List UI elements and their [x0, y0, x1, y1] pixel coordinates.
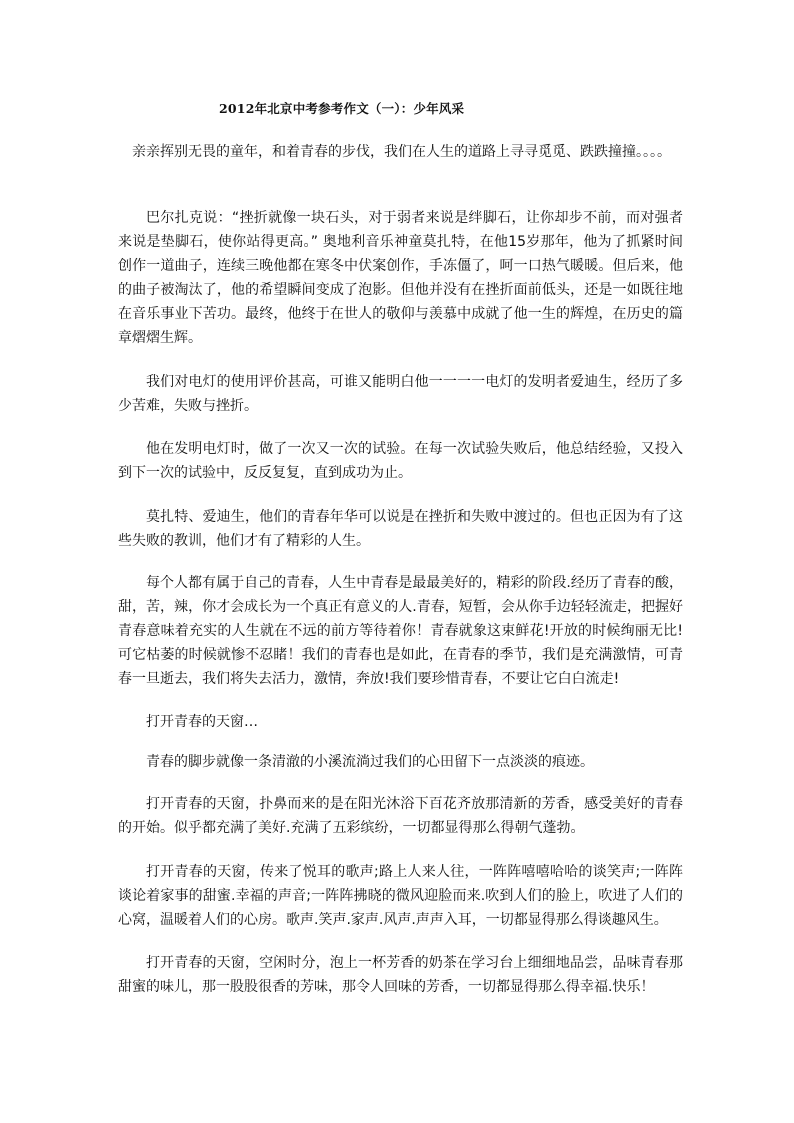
paragraph-youth: 每个人都有属于自己的青春，人生中青春是最最美好的，精彩的阶段.经历了青春的酸，甜，苦，辣，你才会成长为一个真正有意义的人.青春，短暂，会从你手边轻轻流走，把握好青春意味着充实的人生就在不远的前方等待着你！青春就象这束鲜花!开放的时候绚丽无比!可它枯萎的时候就惨不忍睹！我们的青春也是如此，在青春的季节，我们是充满激情，可青春一旦逝去，我们将失去活力，激情，奔放!我们要珍惜青春，不要让它白白流走!	[118, 575, 683, 687]
paragraph-edison: 他在发明电灯时，做了一次又一次的试验。在每一次试验失败后，他总结经验，又投入到下一次的试验中，反反复复，直到成功为止。	[118, 441, 683, 481]
paragraph-fragrance: 打开青春的天窗，扑鼻而来的是在阳光沐浴下百花齐放那清新的芳香，感受美好的青春的开始。似乎都充满了美好.充满了五彩缤纷，一切都显得那么得朝气蓬勃。	[118, 796, 683, 836]
paragraph-mozart-edison: 莫扎特、爱迪生，他们的青春年华可以说是在挫折和失败中渡过的。但也正因为有了这些失败的教训，他们才有了精彩的人生。	[118, 509, 683, 549]
paragraph-voices: 打开青春的天窗，传来了悦耳的歌声;路上人来人往，一阵阵嘻嘻哈哈的谈笑声;一阵阵谈论着家事的甜蜜.幸福的声音;一阵阵拂晓的微风迎脸而来.吹到人们的脸上，吹进了人们的心窝，温暖着人们的心房。歌声.笑声.家声.风声.声声入耳，一切都显得那么得谈趣风生。	[118, 864, 683, 928]
paragraph-balzac: 巴尔扎克说：“挫折就像一块石头，对于弱者来说是绊脚石，让你却步不前，而对强者来说是垫脚石，使你站得更高。” 奥地利音乐神童莫扎特，在他15岁那年，他为了抓紧时间创作一道曲子，连续三晚他都在寒冬中伏案创作，手冻僵了，呵一口热气暖暖。但后来，他的曲子被淘汰了，他的希望瞬间变成了泡影。但他并没有在挫折面前低头，还是一如既往地在音乐事业下苦功。最终，他终于在世人的敬仰与羡慕中成就了他一生的辉煌，在历史的篇章熠熠生辉。	[118, 210, 683, 346]
paragraph-intro: 亲亲挥别无畏的童年，和着青春的步伐，我们在人生的道路上寻寻觅觅、跌跌撞撞。。。。	[132, 144, 671, 160]
paragraph-milk-tea: 打开青春的天窗，空闲时分，泡上一杯芳香的奶茶在学习台上细细地品尝，品味青春那甜蜜的味儿，那一股股很香的芳味，那令人回味的芳香，一切都显得那么得幸福.快乐！	[118, 955, 683, 995]
paragraph-open-window: 打开青春的天窗…	[146, 714, 258, 730]
document-title: 2012年北京中考参考作文（一）：少年风采	[219, 101, 465, 116]
paragraph-light: 我们对电灯的使用评价甚高，可谁又能明白他一一一一电灯的发明者爱迪生，经历了多少苦难，失败与挫折。	[118, 374, 683, 414]
paragraph-stream: 青春的脚步就像一条清澈的小溪流淌过我们的心田留下一点淡淡的痕迹。	[146, 754, 594, 770]
